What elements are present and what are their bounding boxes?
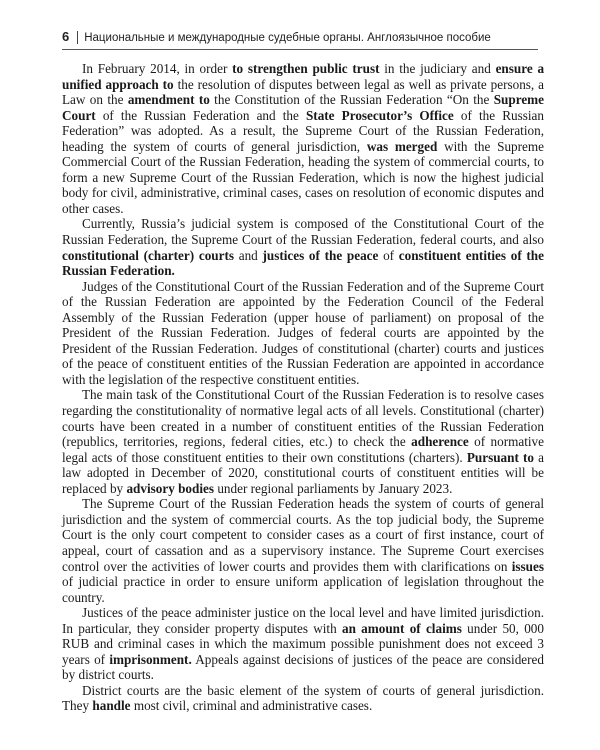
paragraph [62, 279, 544, 388]
text-run: Judges of the Constitutional Court of the Russian Federation and of the Supreme Court of the Russian Federation are appointed by the Federation Council of the Federal Assembly of the Russian Federation (upper house of parliament) on proposal of the President of the Russian Federation. Judges of federal courts are appointed by the President of the Russian Federation. Judges of constitutional (charter) courts and justices of the peace of constituent entities of the Russian Federation are appointed in accordance with the legislation of the respective constituent entities. [62, 278, 544, 387]
bold-term: an amount of claims [341, 620, 462, 636]
text-run: under 50, 000 RUB and criminal cases in which the maximum possible punishment does not exceed 3 years of [62, 620, 544, 667]
running-header [62, 26, 538, 48]
text-run: of judicial practice in order to ensure uniform application of legislation throughout the country. [62, 574, 544, 605]
paragraph [62, 216, 544, 278]
text-run: In February 2014, in order [82, 61, 233, 76]
text-run: under regional parliaments by January 2023. [214, 480, 453, 496]
paragraph [62, 61, 544, 216]
running-title: Национальные и международные судебные органы. Англоязычное пособие [84, 32, 491, 44]
bold-term: advisory bodies [126, 480, 215, 496]
bold-term: Pursuant to [466, 449, 535, 465]
text-run: Appeals against decisions of justices of the peace are considered by district courts. [62, 651, 544, 683]
header-divider [77, 31, 78, 44]
body-text [62, 61, 544, 714]
text-run: District courts are the basic element of the system of courts of general jurisdiction. They [62, 682, 544, 714]
paragraph [62, 605, 544, 683]
paragraph [62, 387, 544, 496]
text-run: The main task of the Constitutional Court of the Russian Federation is to resolve cases regarding the constitutionality of normative legal acts of all levels. Constitutional (charter) courts have been created in a number of constituent entities of the Russian Federation (republics, territories, regions, federal cities, etc.) to check the [62, 387, 544, 450]
paragraph [62, 496, 544, 605]
text-run: with the Supreme Commercial Court of the Russian Federation, heading the system of commercial courts, to form a new Supreme Court of the Russian Federation, which is now the highest judicial body for civil, administrative, criminal cases, cases on resolution of economic disputes and other cases. [62, 138, 545, 216]
bold-term: constituent entities of the Russian Federation. [62, 247, 544, 279]
bold-term: State Prosecutor’s Office [305, 107, 454, 123]
text-run: Currently, Russia’s judicial system is composed of the Constitutional Court of the Russian Federation, the Supreme Court of the Russian Federation, federal courts, and also [62, 216, 544, 248]
page-number: 6 [62, 29, 70, 44]
text-run: of the Russian Federation” was adopted. As a result, the Supreme Court of the Russian Federation, heading the system of courts of general jurisdiction, [62, 107, 544, 154]
paragraph [62, 683, 544, 714]
text-run: of normative legal acts of those constituent entities to their own constitutions (charters). [62, 434, 544, 465]
bold-term: handle [92, 698, 131, 714]
text-run: most civil, criminal and administrative cases. [130, 698, 373, 714]
text-run: a law adopted in December of 2020, constitutional courts of constituent entities will be replaced by [62, 449, 545, 496]
text-run: Justices of the peace administer justice on the local level and have limited jurisdiction. In particular, they consider property disputes with [62, 605, 544, 636]
bold-term: Supreme Court [62, 92, 545, 123]
text-run: the resolution of disputes between legal as well as private persons, a Law on the [62, 76, 544, 108]
text-run: of the Russian Federation and the [95, 107, 306, 123]
bold-term: was merged [366, 138, 438, 154]
text-run: and [234, 247, 263, 263]
bold-term: constitutional (charter) courts [62, 247, 235, 263]
bold-term: imprisonment. [109, 651, 192, 667]
bold-term: amendment to [127, 92, 210, 108]
bold-term: adherence [411, 434, 469, 450]
bold-term: ensure a unified approach to [62, 61, 545, 92]
text-run: of [378, 247, 399, 263]
text-run: in the judiciary and [379, 61, 496, 76]
text-run: The Supreme Court of the Russian Federation heads the system of courts of general jurisdiction and the system of commercial courts. As the top judicial body, the Supreme Court is the only court competent to consider cases as a court of first instance, court of appeal, court of cassation and as a supervisory instance. The Supreme Court exercises control over the activities of lower courts and provides them with clarifications on [62, 496, 544, 574]
bold-term: justices of the peace [262, 247, 379, 263]
bold-term: issues [511, 558, 544, 574]
header-rule [62, 49, 538, 50]
text-run: the Constitution of the Russian Federation “On the [209, 92, 494, 108]
bold-term: to strengthen public trust [232, 61, 380, 76]
